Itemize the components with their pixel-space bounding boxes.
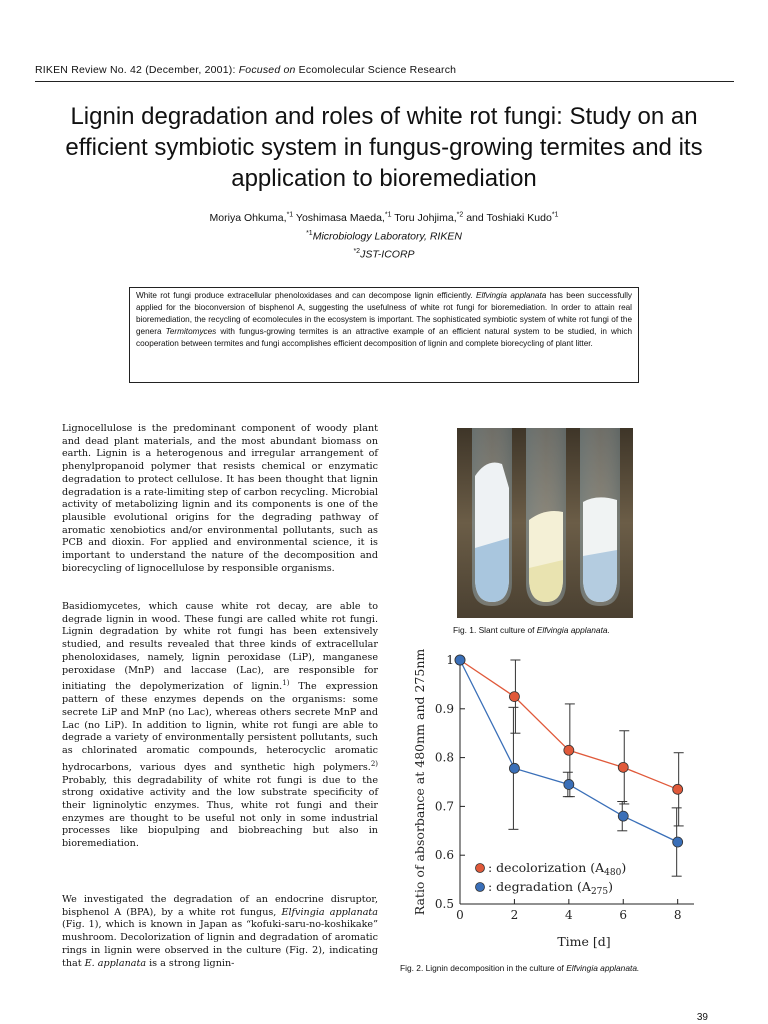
chart-series-1 (455, 655, 684, 826)
chart-y-tick-label: 0.8 (434, 750, 454, 765)
chart-point (673, 784, 683, 794)
abstract-box: White rot fungi produce extracellular phenoloxidases and can decompose lignin efficiently. Elfvingia applanata has been successfully applied for the bioconversion of bisphenol A, suggesting the usefulness of white rot fungi for bioremediation. In order to attain real bioremediation, the recycling of ecomolecules in the ecosystem is important. The sophisticated symbiotic system of white rot fungi of the genera Termitomyces with fungus-growing termites is an attractive example of an efficient natural system to be studied, in which cooperation between termites and fungi accomplishes efficient decomposition of lignin and complete biorecycling of plant litter. (129, 287, 639, 383)
author-3: Toru Johjima,$^{*2}$ (394, 211, 464, 224)
chart-point (509, 692, 519, 702)
chart-y-tick-label: 0.7 (434, 799, 454, 814)
figure-1-caption: Fig. 1. Slant culture of Elfvingia applanata. (453, 625, 610, 635)
figure-2-caption: Fig. 2. Lignin decomposition in the culture of Elfvingia applanata. (400, 963, 640, 973)
chart-point (564, 745, 574, 755)
author-list (40, 211, 728, 224)
affiliation-2: $^{*2}$JST-ICORP (353, 248, 415, 261)
chart-point (564, 779, 574, 789)
chart-x-axis-label: Time [d] (557, 934, 611, 949)
author-1: Moriya Ohkuma,$^{*1}$ (209, 211, 294, 224)
running-head (35, 64, 456, 76)
chart-point (618, 811, 628, 821)
chart-series-2 (455, 655, 683, 876)
running-head-prefix: RIKEN Review No. 42 (December, 2001): (35, 64, 239, 76)
body-paragraph-3: We investigated the degradation of an endocrine disruptor, bisphenol A (BPA), by a white rot fungus, Elfvingia applanata (Fig. 1), which is known in Japan as “kofuki-saru-no-koshikake” mushroom. Decolorization of lignin and degradation of aromatic rings in lignin were observed in the culture (Fig. 2), indicating that E. applanata is a strong lignin- (62, 894, 378, 969)
chart-point (455, 655, 465, 665)
chart-legend-marker (476, 864, 485, 873)
lignin-decomposition-chart (402, 644, 702, 954)
body-paragraph-1: Lignocellulose is the predominant component of woody plant and dead plant materials, and the most abundant biomass on earth. Lignin is a heterogenous and irregular arrangement of phenylpropanoid polymer that resists chemical or enzymatic degradation to protect cellulose. It has been thought that lignin degradation is a rate-limiting step of carbon recycling. Microbial activity of metabolizing lignin and its components is one of the plausible evolutional origins for the degrading pathway of aromatic xenobiotics and/or environmental pollutants, such as PCB and dioxin. For applied and environmental science, it is important to understand the nature of the decomposition and biorecycling of lignocellulose by responsible organisms. (62, 423, 378, 574)
running-head-focus: Focused on (238, 64, 296, 76)
chart-x-tick-label: 4 (565, 908, 573, 922)
chart-legend-label: : degradation $(A_{275})$ (488, 879, 614, 897)
chart-x-tick-label: 2 (510, 908, 519, 922)
chart-legend-marker (476, 883, 485, 892)
chart-y-axis-label: Ratio of absorbance at 480nm and 275nm (412, 648, 427, 916)
header-rule (35, 81, 734, 82)
chart-point (673, 837, 683, 847)
chart-y-tick-label: 0.6 (434, 848, 454, 863)
chart-legend-label: : decolorization $(A_{480})$ (488, 860, 627, 878)
page-number: 39 (696, 1012, 708, 1023)
figure-1-photo (457, 428, 633, 618)
chart-x-tick-label: 6 (619, 908, 628, 922)
chart-series (455, 655, 684, 876)
chart-x-tick-label: 8 (673, 908, 682, 922)
author-4: and Toshiaki Kudo$^{*1}$ (466, 211, 559, 224)
article-title: Lignin degradation and roles of white rot fungi: Study on an efficient symbiotic system in fungus-growing termites and its application to bioremediation (65, 103, 703, 192)
chart-y-tick-label: 0.9 (434, 701, 454, 716)
chart-point (509, 763, 519, 773)
chart-x-tick-label: 0 (456, 908, 464, 922)
affiliation-1: $^{*1}$Microbiology Laboratory, RIKEN (306, 230, 462, 243)
chart-point (618, 762, 628, 772)
running-head-suffix: Ecomolecular Science Research (295, 64, 457, 76)
chart-y-tick-label: 0.5 (434, 897, 454, 911)
slant-culture-tubes (457, 428, 633, 618)
body-paragraph-2: Basidiomycetes, which cause white rot decay, are able to degrade lignin in wood. These fungi are called white rot fungi. Lignin degradation by white rot fungi has been extensively studied, and results revealed that three kinds of extracellular phenoloxidases, namely, lignin peroxidase (LiP), manganese peroxidase (MnP) and laccase (Lac), are responsible for initiating the depolymerization of lignin.$^{1)}$ The expression pattern of these enzymes depends on the organisms: some secrete LiP and MnP (no Lac), whereas others secrete MnP and Lac (no LiP). In addition to lignin, white rot fungi are able to degrade a variety of environmentally persistent pollutants, such as chlorinated aromatic compounds, heterocyclic aromatic hydrocarbons, various dyes and synthetic high polymers.$^{2)}$ Probably, this degradability of white rot fungi is due to the strong oxidative activity and the low substrate specificity of their ligninolytic enzymes. Thus, white rot fungi and their enzymes are thought to be useful not only in some industrial processes like biopulping and biobreaching but also in bioremediation. (62, 601, 379, 850)
author-2: Yoshimasa Maeda,$^{*1}$ (295, 211, 392, 224)
chart-y-tick-label: 1 (446, 653, 454, 667)
chart-legend (476, 860, 627, 897)
